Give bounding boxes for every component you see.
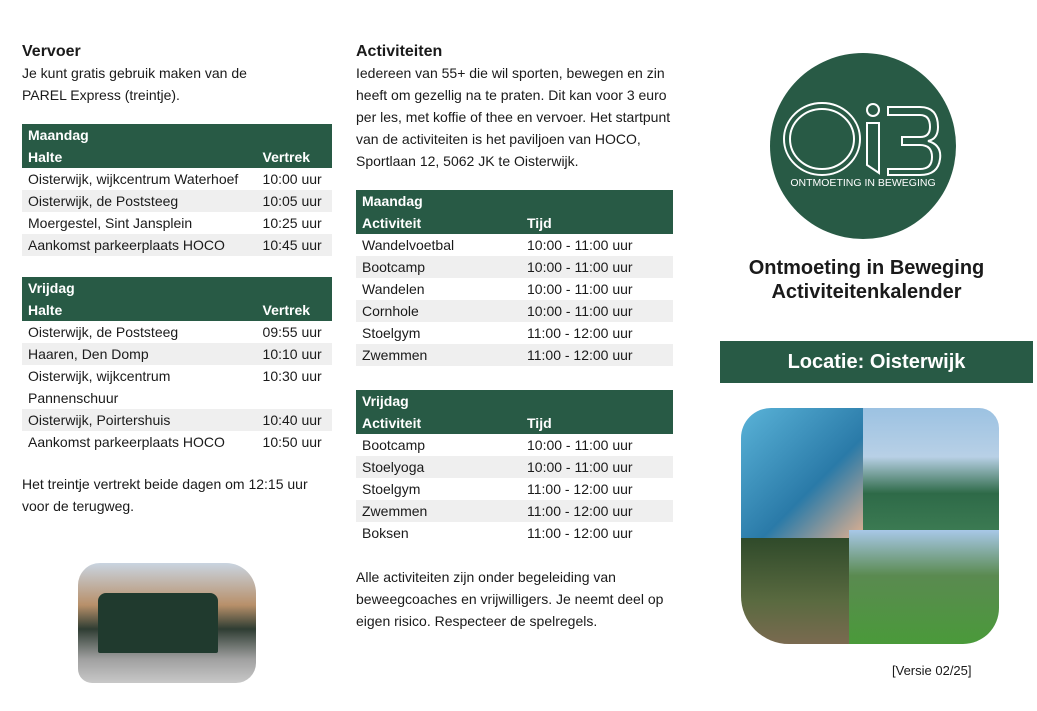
table-header-row bbox=[356, 212, 673, 234]
table-row bbox=[356, 322, 673, 344]
table-row bbox=[356, 278, 673, 300]
activities-heading: Activiteiten bbox=[356, 43, 443, 60]
table-row bbox=[22, 321, 332, 343]
table-row bbox=[356, 234, 673, 256]
row-time: 10:40 uur bbox=[257, 409, 332, 431]
train-photo bbox=[78, 563, 256, 683]
column-header: Activiteit bbox=[356, 412, 521, 434]
table-row bbox=[22, 234, 332, 256]
monday-activities-table bbox=[356, 190, 673, 366]
logo-mark-icon bbox=[770, 53, 956, 239]
table-row bbox=[22, 343, 332, 365]
table-row bbox=[22, 190, 332, 212]
row-time: 10:50 uur bbox=[262, 434, 322, 450]
schedule-table bbox=[356, 390, 673, 544]
row-name: Stoelgym bbox=[362, 325, 421, 341]
table-header-row bbox=[22, 299, 332, 321]
row-name: Oisterwijk, wijkcentrum Waterhoef bbox=[28, 171, 239, 187]
row-name: Haaren, Den Domp bbox=[22, 343, 257, 365]
row-time: 11:00 - 12:00 uur bbox=[521, 344, 673, 366]
table-row bbox=[356, 522, 673, 544]
column-header: Tijd bbox=[521, 212, 673, 234]
title-line-2: Activiteitenkalender bbox=[771, 281, 962, 303]
row-name: Aankomst parkeerplaats HOCO bbox=[22, 234, 257, 256]
table-day-row bbox=[356, 190, 673, 212]
table-row bbox=[22, 409, 332, 431]
row-time: 09:55 uur bbox=[262, 324, 322, 340]
table-row bbox=[356, 256, 673, 278]
table-header-row bbox=[22, 146, 332, 168]
row-name: Wandelvoetbal bbox=[362, 237, 455, 253]
day-label: Maandag bbox=[22, 124, 332, 146]
row-time: 11:00 - 12:00 uur bbox=[527, 525, 633, 541]
row-name: Oisterwijk, de Poststeeg bbox=[22, 190, 257, 212]
row-time: 11:00 - 12:00 uur bbox=[527, 481, 633, 497]
activities-footer: Alle activiteiten zijn onder begeleiding van beweegcoaches en vrijwilligers. Je neemt deel op eigen risico. Respecteer de spelregels. bbox=[356, 569, 664, 629]
train-shape bbox=[98, 593, 218, 653]
column-header: Vertrek bbox=[257, 299, 332, 321]
row-time: 10:30 uur bbox=[262, 368, 322, 384]
table-row bbox=[356, 300, 673, 322]
table-header-row bbox=[356, 412, 673, 434]
row-name: Boksen bbox=[362, 525, 409, 541]
title-line-1: Ontmoeting in Beweging bbox=[748, 257, 985, 279]
cornhole-photo bbox=[863, 408, 999, 530]
row-name: Wandelen bbox=[362, 281, 425, 297]
day-label: Vrijdag bbox=[356, 390, 673, 412]
activities-intro: Iedereen van 55+ die wil sporten, bewegen en zin heeft om gezellig na te praten. Dit kan voor 3 euro per les, met koffie of thee en vervoer. Het startpunt van de activiteiten is het paviljoen van HOCO, Sportlaan 12, 5062 JK te Oisterwijk. bbox=[356, 65, 671, 169]
column-header: Vertrek bbox=[257, 146, 332, 168]
walking-photo bbox=[741, 538, 849, 644]
row-name: Oisterwijk, Poirtershuis bbox=[22, 409, 257, 431]
oib-logo bbox=[770, 53, 956, 239]
football-photo bbox=[849, 530, 999, 644]
row-name: Moergestel, Sint Jansplein bbox=[28, 215, 193, 231]
column-header: Tijd bbox=[521, 412, 673, 434]
row-name: Bootcamp bbox=[362, 437, 426, 453]
table-row bbox=[22, 431, 332, 453]
monday-transport-table bbox=[22, 124, 332, 256]
row-time: 10:00 - 11:00 uur bbox=[521, 256, 673, 278]
row-name: Cornhole bbox=[356, 300, 521, 322]
brochure-title bbox=[720, 256, 1013, 304]
table-row bbox=[356, 500, 673, 522]
transport-section bbox=[22, 42, 332, 517]
activities-section bbox=[356, 42, 673, 632]
column-header: Halte bbox=[22, 299, 257, 321]
table-day-row bbox=[356, 390, 673, 412]
schedule-table bbox=[356, 190, 673, 366]
logo-text: ONTMOETING IN BEWEGING bbox=[790, 177, 936, 189]
row-time: 11:00 - 12:00 uur bbox=[527, 325, 633, 341]
schedule-table bbox=[22, 277, 332, 453]
row-time: 10:00 - 11:00 uur bbox=[527, 437, 633, 453]
friday-activities-table bbox=[356, 390, 673, 544]
row-name: Zwemmen bbox=[356, 500, 521, 522]
version-label: [Versie 02/25] bbox=[892, 663, 972, 678]
row-name: Aankomst parkeerplaats HOCO bbox=[28, 434, 225, 450]
table-row bbox=[22, 365, 332, 409]
row-time: 10:00 - 11:00 uur bbox=[527, 281, 633, 297]
transport-heading: Vervoer bbox=[22, 43, 81, 60]
table-row bbox=[356, 344, 673, 366]
swimming-photo bbox=[741, 408, 863, 538]
row-name: Bootcamp bbox=[356, 256, 521, 278]
day-label: Maandag bbox=[356, 190, 673, 212]
row-name: Oisterwijk, de Poststeeg bbox=[28, 324, 179, 340]
row-name: Stoelyoga bbox=[356, 456, 521, 478]
table-day-row bbox=[22, 277, 332, 299]
row-name: Stoelgym bbox=[362, 481, 421, 497]
activities-photo-collage bbox=[741, 408, 999, 644]
row-time: 10:00 - 11:00 uur bbox=[521, 456, 673, 478]
column-header: Activiteit bbox=[356, 212, 521, 234]
column-header: Halte bbox=[22, 146, 257, 168]
row-time: 10:00 - 11:00 uur bbox=[521, 300, 673, 322]
location-banner: Locatie: Oisterwijk bbox=[720, 341, 1033, 383]
return-note: Het treintje vertrekt beide dagen om 12:15 uur voor de terugweg. bbox=[22, 476, 308, 514]
row-time: 10:25 uur bbox=[262, 215, 322, 231]
transport-intro: Je kunt gratis gebruik maken van de PAREL Express (treintje). bbox=[22, 65, 247, 103]
table-row bbox=[356, 434, 673, 456]
row-time: 11:00 - 12:00 uur bbox=[521, 500, 673, 522]
row-time: 10:10 uur bbox=[257, 343, 332, 365]
row-time: 10:00 uur bbox=[262, 171, 322, 187]
table-day-row bbox=[22, 124, 332, 146]
friday-transport-table bbox=[22, 277, 332, 453]
row-name: Zwemmen bbox=[356, 344, 521, 366]
day-label: Vrijdag bbox=[22, 277, 332, 299]
table-row bbox=[356, 456, 673, 478]
row-name: Oisterwijk, wijkcentrum Pannenschuur bbox=[28, 368, 171, 406]
schedule-table bbox=[22, 124, 332, 256]
table-row bbox=[22, 168, 332, 190]
row-time: 10:05 uur bbox=[257, 190, 332, 212]
row-time: 10:45 uur bbox=[257, 234, 332, 256]
row-time: 10:00 - 11:00 uur bbox=[527, 237, 633, 253]
table-row bbox=[356, 478, 673, 500]
table-row bbox=[22, 212, 332, 234]
